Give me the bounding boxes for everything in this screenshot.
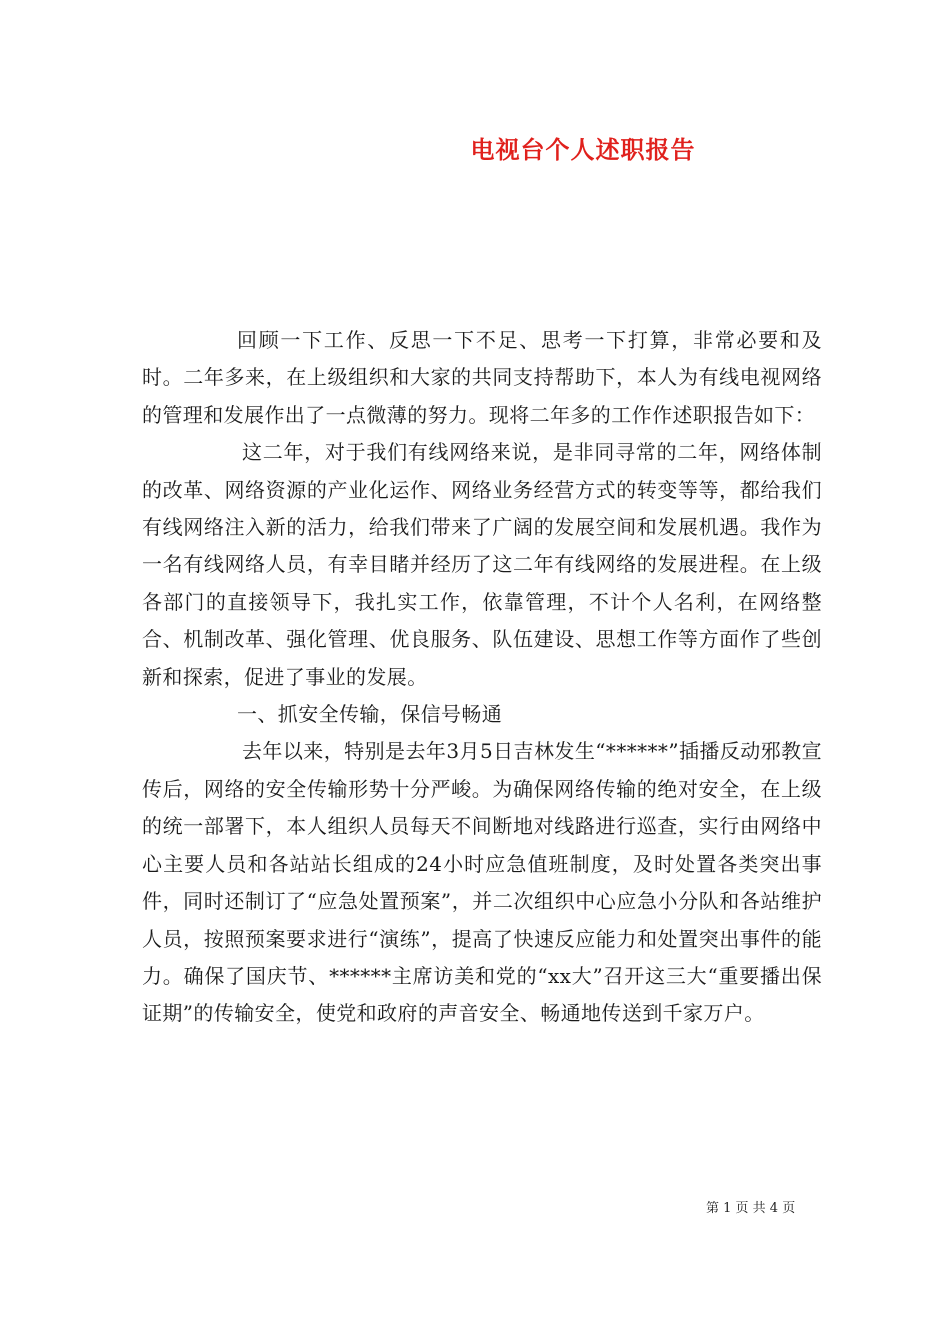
section-heading-1: 一、抓安全传输，保信号畅通 — [237, 702, 503, 727]
document-body — [142, 322, 822, 1033]
page-number-footer: 第 1 页 共 4 页 — [706, 1201, 796, 1216]
paragraph-intro: 回顾一下工作、反思一下不足、思考一下打算，非常必要和及时。二年多来，在上级组织和大家的共同支持帮助下，本人为有线电视网络的管理和发展作出了一点微薄的努力。现将二年多的工作作述职报告如下： — [142, 328, 822, 427]
paragraph-safety-transmission: 去年以来，特别是去年3月5日吉林发生“******”插播反动邪教宣传后，网络的安全传输形势十分严峻。为确保网络传输的绝对安全，在上级的统一部署下，本人组织人员每天不间断地对线路进行巡查，实行由网络中心主要人员和各站站长组成的24小时应急值班制度，及时处置各类突出事件，同时还制订了“应急处置预案”，并二次组织中心应急小分队和各站维护人员，按照预案要求进行“演练”，提高了快速反应能力和处置突出事件的能力。确保了国庆节、******主席访美和党的“xx大”召开这三大“重要播出保证期”的传输安全，使党和政府的声音安全、畅通地传送到千家万户。 — [142, 739, 822, 1026]
document-title: 电视台个人述职报告 — [470, 135, 696, 164]
paragraph-two-years: 这二年，对于我们有线网络来说，是非同寻常的二年，网络体制的改革、网络资源的产业化运作、网络业务经营方式的转变等等，都给我们有线网络注入新的活力，给我们带来了广阔的发展空间和发展机遇。我作为一名有线网络人员，有幸目睹并经历了这二年有线网络的发展进程。在上级各部门的直接领导下，我扎实工作，依靠管理，不计个人名利，在网络整合、机制改革、强化管理、优良服务、队伍建设、思想工作等方面作了些创新和探索，促进了事业的发展。 — [142, 440, 822, 689]
